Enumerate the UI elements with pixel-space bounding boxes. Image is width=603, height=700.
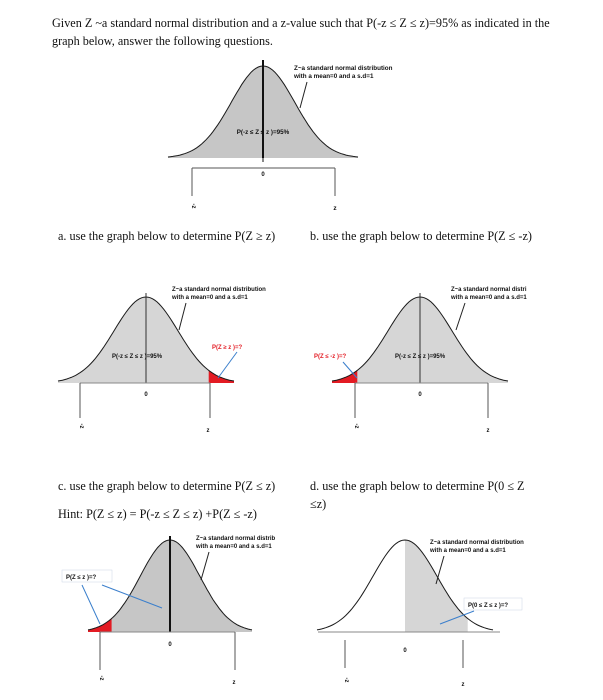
fig1-dist-line1: Z~a standard normal distribution [294, 65, 393, 72]
fig5-mean-label: 0 [403, 648, 407, 654]
question-a: a. use the graph below to determine P(Z ≥ z) [58, 229, 276, 243]
fig4-neg-z-label: -z [98, 675, 104, 681]
fig3-pos-z-label: z [486, 428, 490, 434]
fig1-area-label: P(-z ≤ Z ≤ z )=95% [236, 129, 290, 136]
fig3-tail-label: P(Z ≤ -z )=? [314, 354, 347, 360]
fig4-pointer-tail [82, 585, 100, 624]
fig3-neg-z-label: -z [353, 423, 359, 429]
fig2-area-label: P(-z ≤ Z ≤ z )=95% [112, 354, 163, 360]
fig5-dist-line2: with a mean=0 and a s.d=1 [430, 548, 506, 554]
fig3-dist-line2: with a mean=0 and a s.d=1 [451, 295, 527, 301]
fig4-pointer [201, 552, 209, 580]
fig2-right-tail [209, 370, 234, 383]
fig4-mean-label: 0 [168, 642, 172, 648]
fig4-tail-label: P(Z ≤ z )=? [66, 575, 97, 581]
fig2-pos-z-label: z [206, 428, 210, 434]
fig2-tail-label: P(Z ≥ z )=? [212, 345, 243, 351]
fig5-area-label: P(0 ≤ Z ≤ z )=? [468, 603, 509, 609]
fig3-area-label: P(-z ≤ Z ≤ z )=95% [395, 354, 446, 360]
fig1-neg-z-label: -z [190, 203, 196, 209]
fig1-mean-label: 0 [261, 172, 265, 178]
fig2-dist-line1: Z~a standard normal distribution [172, 287, 266, 293]
fig1-dist-line2: with a mean=0 and a s.d=1 [294, 73, 374, 80]
fig5-pos-z-label: z [461, 682, 465, 688]
fig2-mean-label: 0 [144, 392, 148, 398]
fig2-tail-pointer [218, 352, 237, 378]
fig3-pointer [456, 303, 465, 330]
fig3-mean-label: 0 [418, 392, 422, 398]
fig3-dist-line1: Z~a standard normal distri [451, 287, 527, 293]
fig4-left-tail [88, 619, 112, 633]
question-c: c. use the graph below to determine P(Z ≤ z) [58, 479, 276, 493]
fig4-dist-line2: with a mean=0 and a s.d=1 [196, 544, 272, 550]
question-d-line1: d. use the graph below to determine P(0 ≤ Z [310, 479, 525, 493]
question-c-hint: Hint: P(Z ≤ z) = P(-z ≤ Z ≤ z) +P(Z ≤ -z) [58, 507, 257, 521]
fig2-neg-z-label: -z [78, 423, 84, 429]
question-b: b. use the graph below to determine P(Z ≤ -z) [310, 229, 532, 243]
intro-text: Given Z ~a standard normal distribution and a z-value such that P(-z ≤ Z ≤ z)=95% as indicated in the graph below, answer the following questions. [52, 16, 550, 48]
fig5-pointer [436, 556, 444, 584]
question-d-line2: ≤z) [310, 497, 327, 511]
fig3-left-tail [332, 370, 357, 383]
fig2-dist-line2: with a mean=0 and a s.d=1 [172, 295, 248, 301]
fig2-pointer [179, 303, 186, 330]
fig5-dist-line1: Z~a standard normal distribution [430, 540, 524, 546]
fig4-pos-z-label: z [232, 680, 236, 686]
fig5-neg-z-label: -z [343, 677, 349, 683]
fig1-pos-z-label: z [333, 205, 337, 212]
fig4-dist-line1: Z~a standard normal distrib [196, 536, 276, 542]
fig1-pointer [300, 82, 307, 108]
